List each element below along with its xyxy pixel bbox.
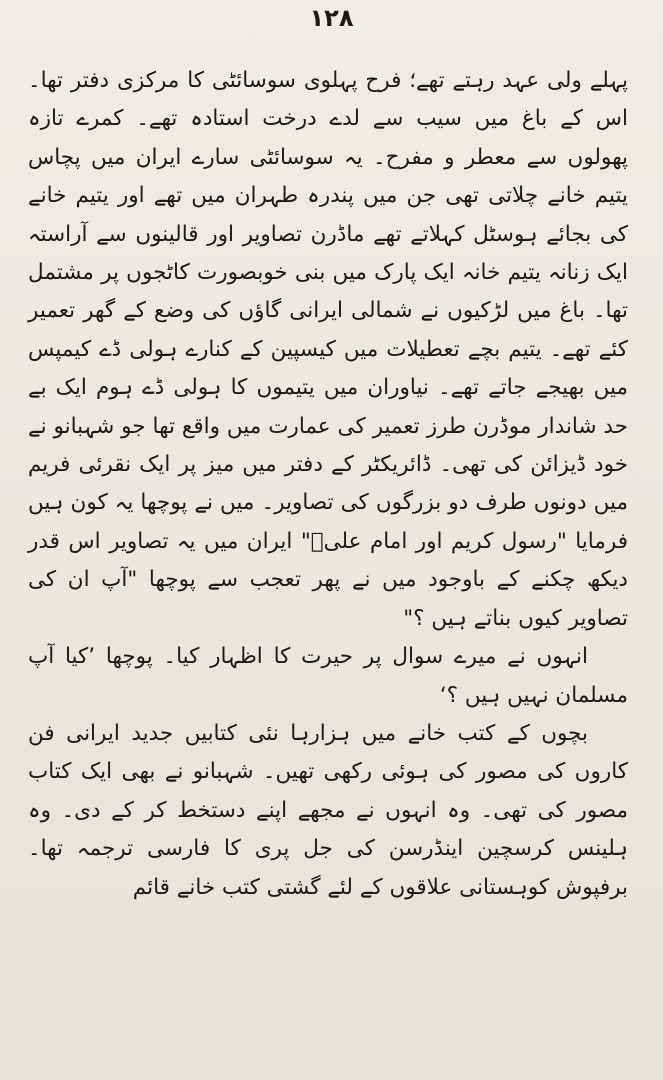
body-text bbox=[28, 62, 628, 907]
paragraph: پہلے ولی عہد رہتے تھے؛ فرح پہلوی سوسائٹی کا مرکزی دفتر تھا۔ اس کے باغ میں سیب سے لدے درخت استادہ تھے۔ کمرے تازہ پھولوں سے معطر و مفرح۔ یہ سوسائٹی سارے ایران میں پچاس یتیم خانے چلاتی تھی جن میں پندرہ طہران میں تھے اور یتیم خانے کی بجائے ہوسٹل کہلاتے تھے ماڈرن تصاویر اور قالینوں سے آراستہ ایک زنانہ یتیم خانہ ایک پارک میں بنی خوبصورت کاٹجوں پر مشتمل تھا۔ باغ میں لڑکیوں نے شمالی ایرانی گاؤں کی وضع کے گھر تعمیر کئے تھے۔ یتیم بچے تعطیلات میں کیسپین کے کنارے ہولی ڈے کیمپس میں بھیجے جاتے تھے۔ نیاوران میں یتیموں کا ہولی ڈے ہوم ایک بے حد شاندار موڈرن طرز تعمیر کی عمارت میں واقع تھا جو شہبانو نے خود ڈیزائن کی تھی۔ ڈائریکٹر کے دفتر میں میز پر ایک نقرئی فریم میں دونوں طرف دو بزرگوں کی تصاویر۔ میں نے پوچھا یہ کون ہیں فرمایا "رسول کریم اور امام علیؑ" ایران میں یہ تصاویر اس قدر دیکھ چکنے کے باوجود میں نے پھر تعجب سے پوچھا "آپ ان کی تصاویر کیوں بناتے ہیں ؟" bbox=[28, 68, 628, 631]
paragraph: بچوں کے کتب خانے میں ہزارہا نئی کتابیں جدید ایرانی فن کاروں کی مصور کی ہوئی رکھی تھیں۔ شہبانو نے بھی ایک کتاب مصور کی تھی۔ وہ انہوں نے مجھے اپنے دستخط کر کے دی۔ وہ ہلینس کرسچین اینڈرسن کی جل پری کا فارسی ترجمہ تھا۔ برفپوش کوہستانی علاقوں کے لئے گشتی کتب خانے قائم bbox=[28, 720, 628, 900]
paragraph: انہوں نے میرے سوال پر حیرت کا اظہار کیا۔ پوچھا ’کیا آپ مسلمان نہیں ہیں ؟‘ bbox=[28, 644, 628, 708]
page-number: ۱۲۸ bbox=[309, 4, 354, 32]
